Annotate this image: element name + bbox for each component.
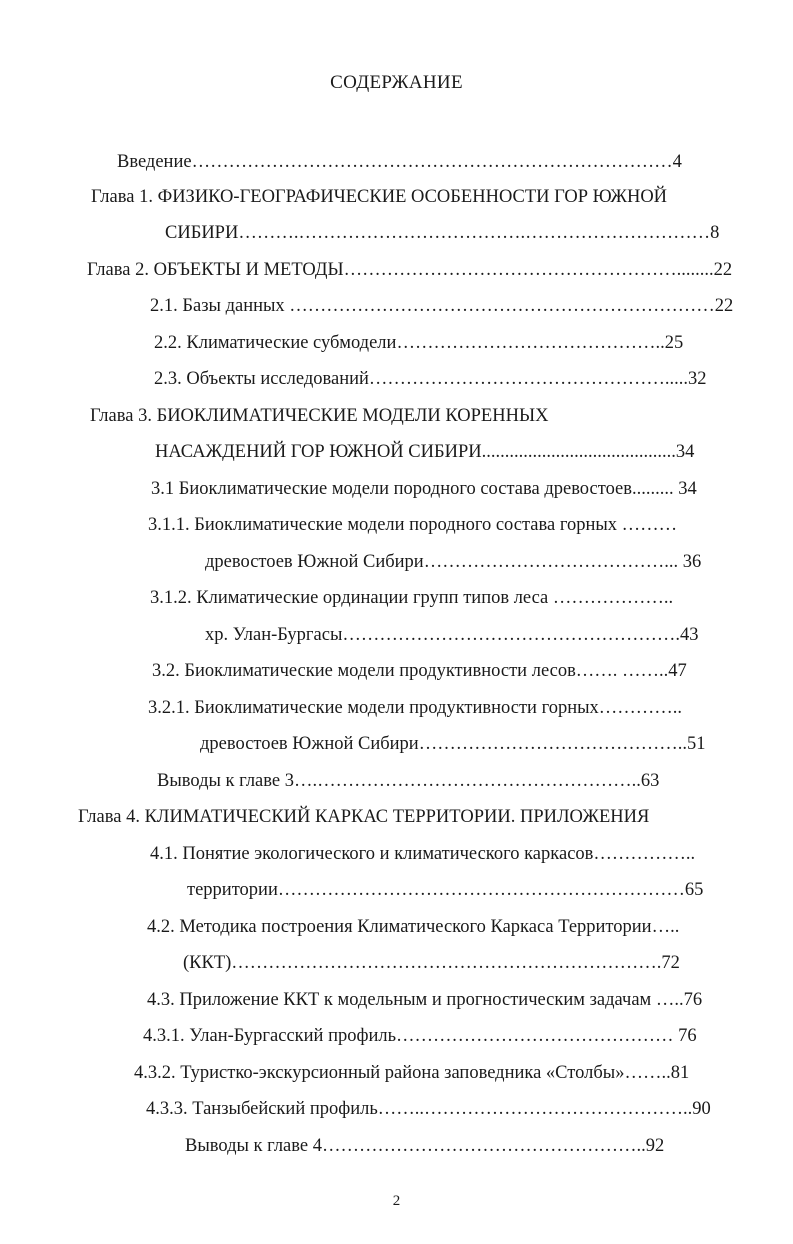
toc-entry-3-1-2: 3.1.2. Климатические ординации групп типов леса ………………..	[150, 588, 674, 608]
toc-entry-conclusions-4: Выводы к главе 4……………………………………………..92	[185, 1136, 665, 1156]
toc-entry-introduction: Введение……………………………………………………………………4	[117, 152, 682, 172]
toc-entry-conclusions-3: Выводы к главе 3….……………………………………………..63	[157, 771, 660, 791]
toc-entry-chapter-4: Глава 4. КЛИМАТИЧЕСКИЙ КАРКАС ТЕРРИТОРИИ. ПРИЛОЖЕНИЯ	[78, 807, 650, 827]
toc-entry-chapter-1-cont: СИБИРИ……….……………………………….…………………………8	[165, 223, 720, 243]
page-title: СОДЕРЖАНИЕ	[330, 72, 463, 93]
toc-entry-2-2: 2.2. Климатические субмодели……………………………………..25	[154, 333, 684, 353]
toc-entry-4-1-cont: территории…………………………………………………………65	[187, 880, 704, 900]
toc-entry-3-2-1: 3.2.1. Биоклиматические модели продуктивности горных…………..	[148, 698, 683, 718]
toc-entry-4-3-2: 4.3.2. Туристко-экскурсионный района заповедника «Столбы»……..81	[134, 1063, 690, 1083]
toc-entry-3-1-1: 3.1.1. Биоклиматические модели породного состава горных ………	[148, 515, 678, 535]
toc-entry-3-1: 3.1 Биоклиматические модели породного состава древостоев......... 34	[151, 479, 697, 499]
toc-entry-4-2: 4.2. Методика построения Климатического Каркаса Территории…..	[147, 917, 680, 937]
toc-entry-chapter-3: Глава 3. БИОКЛИМАТИЧЕСКИЕ МОДЕЛИ КОРЕННЫХ	[90, 406, 549, 426]
toc-entry-4-3-1: 4.3.1. Улан-Бургасский профиль……………………………………… 76	[143, 1026, 697, 1046]
toc-entry-3-1-2-cont: хр. Улан-Бургасы……………………………………………….43	[205, 625, 699, 645]
page-number: 2	[392, 1193, 401, 1209]
toc-entry-4-2-cont: (ККТ)…………………………………………………………….72	[183, 953, 680, 973]
toc-entry-3-2-1-cont: древостоев Южной Сибири……………………………………..51	[200, 734, 706, 754]
toc-entry-4-3: 4.3. Приложение ККТ к модельным и прогностическим задачам …..76	[147, 990, 703, 1010]
toc-entry-chapter-3-cont: НАСАЖДЕНИЙ ГОР ЮЖНОЙ СИБИРИ..........................................34	[155, 442, 695, 462]
toc-entry-chapter-2: Глава 2. ОБЪЕКТЫ И МЕТОДЫ………………………………………………........22	[87, 260, 733, 280]
toc-entry-2-1: 2.1. Базы данных ……………………………………………………………22	[150, 296, 734, 316]
toc-entry-2-3: 2.3. Объекты исследований………………………………………….....32	[154, 369, 707, 389]
toc-entry-4-1: 4.1. Понятие экологического и климатического каркасов……………..	[150, 844, 696, 864]
toc-entry-3-2: 3.2. Биоклиматические модели продуктивности лесов……. ……..47	[152, 661, 687, 681]
toc-entry-chapter-1: Глава 1. ФИЗИКО-ГЕОГРАФИЧЕСКИЕ ОСОБЕННОСТИ ГОР ЮЖНОЙ	[91, 187, 668, 207]
toc-entry-4-3-3: 4.3.3. Танзыбейский профиль……..……………………………………..90	[146, 1099, 711, 1119]
toc-entry-3-1-1-cont: древостоев Южной Сибири…………………………………... 36	[205, 552, 702, 572]
